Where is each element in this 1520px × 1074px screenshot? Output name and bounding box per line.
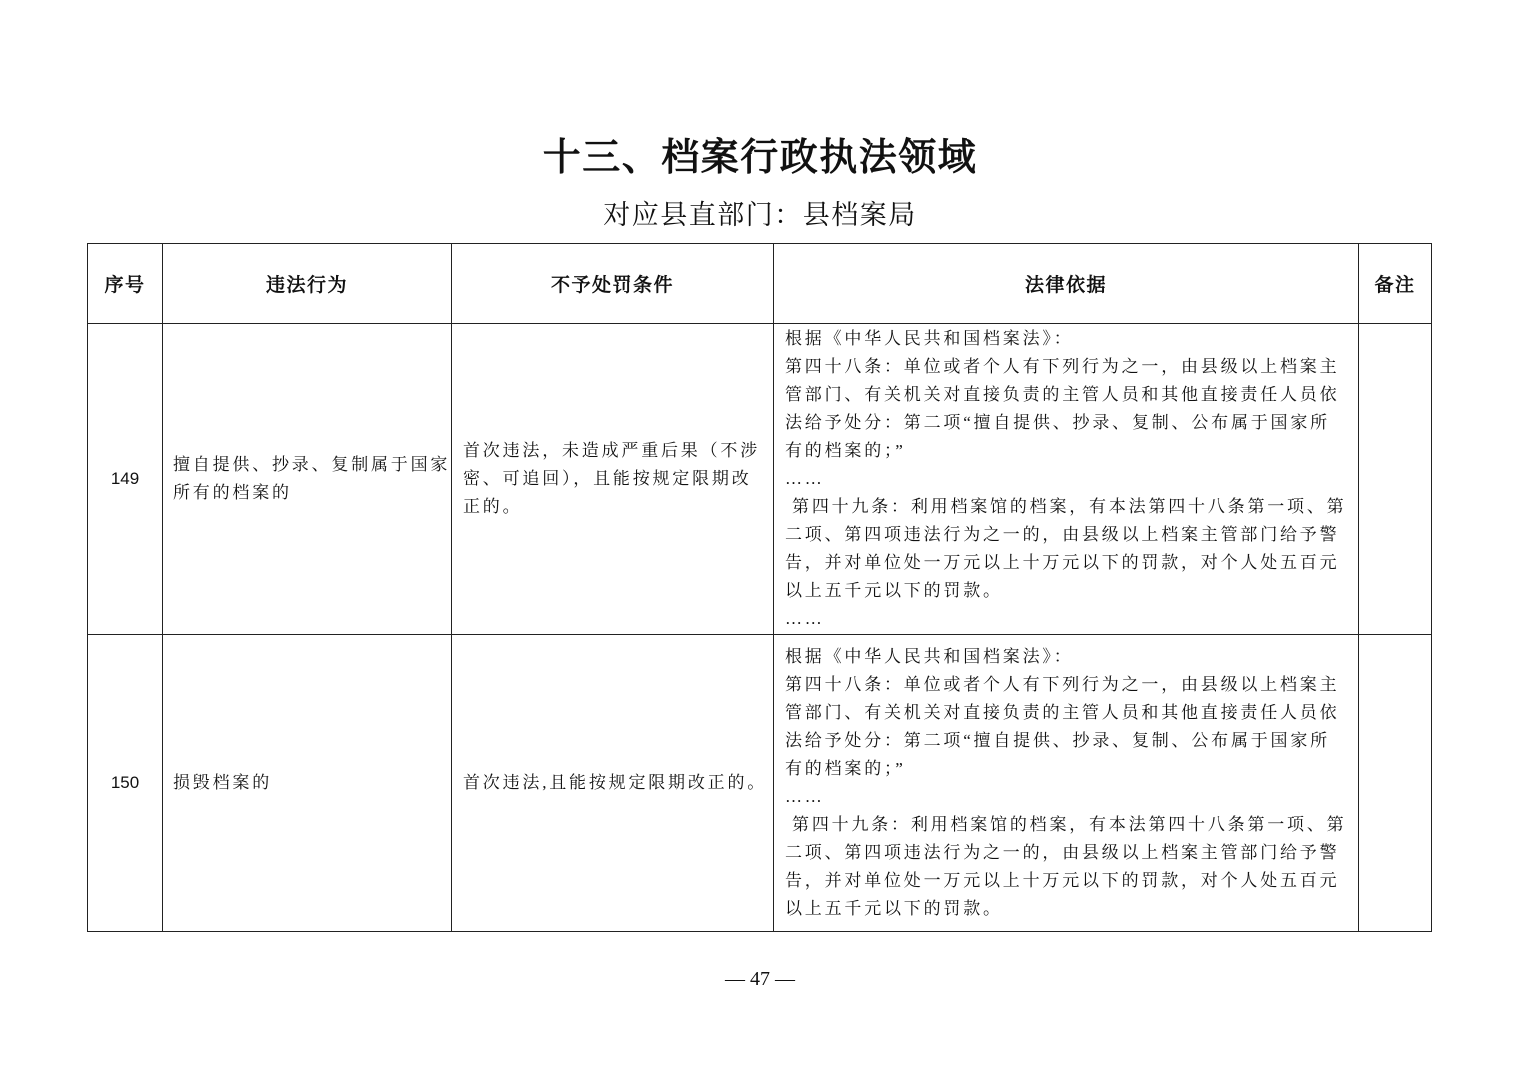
basis-line: 告，并对单位处一万元以上十万元以下的罚款，对个人处五百元: [785, 553, 1340, 572]
header-remark: 备注: [1359, 244, 1432, 324]
basis-line: 管部门、有关机关对直接负责的主管人员和其他直接责任人员依: [785, 385, 1340, 404]
condition-cell: [452, 324, 774, 635]
basis-line: 第四十九条：利用档案馆的档案，有本法第四十八条第一项、第: [785, 497, 1347, 516]
enforcement-table: [87, 243, 1432, 932]
remark-cell: [1359, 324, 1432, 635]
basis-line: ……: [785, 609, 825, 628]
condition-line: 首次违法,且能按规定限期改正的。: [463, 773, 768, 792]
basis-line: 根据《中华人民共和国档案法》：: [785, 329, 1074, 348]
page-number: — 47 —: [725, 968, 795, 990]
basis-line: 有的档案的；”: [785, 441, 906, 460]
condition-cell: [452, 635, 774, 932]
basis-line: 以上五千元以下的罚款。: [785, 899, 1003, 918]
basis-line: ……: [785, 787, 825, 806]
basis-line: 以上五千元以下的罚款。: [785, 581, 1003, 600]
condition-line: 正的。: [463, 497, 523, 516]
basis-line: 二项、第四项违法行为之一的，由县级以上档案主管部门给予警: [785, 843, 1340, 862]
behavior-line: 擅自提供、抄录、复制属于国家: [173, 455, 451, 474]
basis-line: 有的档案的；”: [785, 759, 906, 778]
basis-line: 法给予处分：第二项“擅自提供、抄录、复制、公布属于国家所: [785, 413, 1330, 432]
seq-cell: 149: [88, 324, 163, 635]
page-title: 十三、档案行政执法领域: [542, 137, 978, 179]
basis-line: 管部门、有关机关对直接负责的主管人员和其他直接责任人员依: [785, 703, 1340, 722]
table-row: [88, 324, 1432, 635]
basis-line: 法给予处分：第二项“擅自提供、抄录、复制、公布属于国家所: [785, 731, 1330, 750]
basis-line: 告，并对单位处一万元以上十万元以下的罚款，对个人处五百元: [785, 871, 1340, 890]
behavior-cell: [163, 635, 452, 932]
header-behavior: 违法行为: [163, 244, 452, 324]
behavior-line: 所有的档案的: [173, 483, 292, 502]
condition-line: 首次违法，未造成严重后果（不涉: [463, 441, 760, 460]
condition-line: 密、可追回），且能按规定限期改: [463, 469, 752, 488]
behavior-cell: [163, 324, 452, 635]
seq-cell: 150: [88, 635, 163, 932]
basis-line: 第四十八条：单位或者个人有下列行为之一，由县级以上档案主: [785, 675, 1340, 694]
header-basis: 法律依据: [774, 244, 1359, 324]
header-condition: 不予处罚条件: [452, 244, 774, 324]
basis-line: 根据《中华人民共和国档案法》：: [785, 647, 1074, 666]
basis-line: 第四十八条：单位或者个人有下列行为之一，由县级以上档案主: [785, 357, 1340, 376]
header-seq: 序号: [88, 244, 163, 324]
behavior-line: 损毁档案的: [173, 773, 272, 792]
page-subtitle: 对应县直部门：县档案局: [603, 200, 917, 230]
basis-cell: [774, 324, 1359, 635]
basis-cell: [774, 635, 1359, 932]
table-header-row: [88, 244, 1432, 324]
remark-cell: [1359, 635, 1432, 932]
basis-line: ……: [785, 469, 825, 488]
table-row: [88, 635, 1432, 932]
basis-line: 二项、第四项违法行为之一的，由县级以上档案主管部门给予警: [785, 525, 1340, 544]
basis-line: 第四十九条：利用档案馆的档案，有本法第四十八条第一项、第: [785, 815, 1347, 834]
